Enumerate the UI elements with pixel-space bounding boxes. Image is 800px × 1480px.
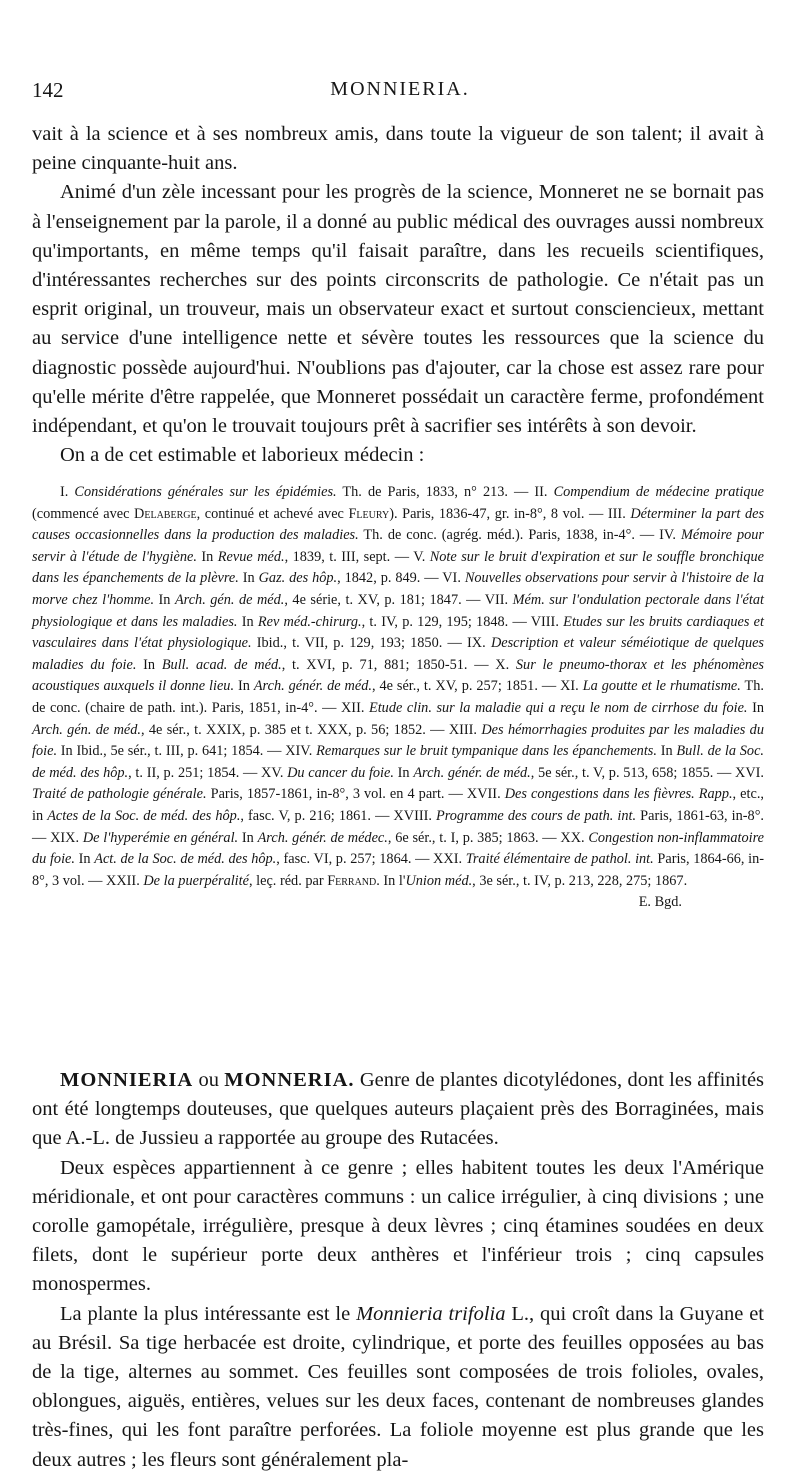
bibliography-title: Arch. gén. de méd.: [174, 591, 285, 608]
headword: MONNIERIA: [60, 1069, 194, 1091]
bibliography-text: Paris, 1857-1861, in-8°, 3 vol. en 4 part. — XVII.: [206, 786, 505, 803]
bibliography-title: Arch. génér. de méd.: [253, 678, 372, 695]
bibliography-text: Th. de Paris, 1833, n° 213. — II.: [336, 484, 554, 500]
bibliography-text: , 4e série, t. XV, p. 181; 1847. — VII.: [284, 591, 513, 608]
running-head: MONNIERIA.: [330, 78, 470, 100]
bibliography-text: , t. XVI, p. 71, 881; 1850-51. — X.: [281, 656, 516, 673]
bibliography-title: Sur le pneumo-thorax et les phénomènes acoustiques auxquels il donne lieu.: [32, 656, 764, 695]
paragraph-list-intro: On a de cet estimable et laborieux médecin :: [60, 444, 425, 467]
bibliography-text: , 3e sér., t. IV, p. 213, 228, 275; 1867.: [472, 872, 688, 889]
bibliography-title: Compendium de médecine pratique: [553, 484, 764, 500]
bibliography-title: Note sur le bruit d'expiration et sur le souffle bronchique dans les épanchements de la plèvre.: [32, 548, 764, 587]
bibliography-text: , leç. réd. par: [248, 872, 328, 889]
bibliography-text: In Ibid., 5e sér., t. III, p. 641; 1854. — XIV.: [57, 743, 317, 760]
bibliography-text: In: [136, 656, 162, 673]
bibliography-title: Nouvelles observations pour servir à l'histoire de la morve chez l'homme.: [32, 570, 764, 608]
bibliography-text: In: [656, 743, 677, 760]
bibliography-title: Mém. sur l'ondulation pectorale dans l'état physiologique et dans les maladies.: [32, 591, 764, 630]
article-monnieria: [32, 1066, 764, 1475]
bibliography-text: In: [196, 548, 218, 565]
bibliography-text: , fasc. VI, p. 257; 1864. — XXI.: [276, 851, 466, 868]
bibliography-text: Th. de conc. (agrég. méd.). Paris, 1838, in-4°. — IV.: [358, 527, 681, 544]
bibliography-text: Paris, 1864-66, in-8°, 3 vol. — XXII.: [32, 851, 764, 889]
bibliography-author: Ferrand: [327, 872, 377, 889]
bibliography-text: Th. de conc. (chaire de path. int.). Paris, 1851, in-4°. — XII.: [32, 678, 764, 716]
headword-conjunction: ou: [193, 1069, 225, 1091]
bibliography-text: In: [234, 678, 254, 695]
bibliography-text: , etc., in: [32, 786, 764, 824]
bibliography-text: , 4e sér., t. XXIX, p. 385 et t. XXX, p. 56; 1852. — XIII.: [140, 721, 482, 738]
bibliography-title: Du cancer du foie.: [287, 764, 394, 781]
page-number: 142: [32, 78, 64, 102]
paragraph-continuation: vait à la science et à ses nombreux amis, dans toute la vigueur de son talent; il avait à peine cinquante-huit ans.: [32, 123, 764, 175]
bibliography-text: , t. II, p. 251; 1854. — XV.: [128, 764, 288, 781]
biography-text: [32, 120, 764, 470]
bibliography-text: , 6e sér., t. I, p. 385; 1863. — XX.: [387, 829, 589, 846]
bibliography-title: Des hémorrhagies produites par les maladies du foie.: [32, 721, 764, 760]
bibliography-title: Revue méd.: [217, 548, 285, 565]
article-text: La plante la plus intéressante est le: [60, 1302, 357, 1325]
bibliography-text: In: [238, 570, 259, 587]
bibliography-title: Arch. génér. de méd.: [413, 764, 531, 781]
bibliography-title: Programme des cours de path. int.: [436, 807, 637, 824]
bibliography-title: Act. de la Soc. de méd. des hôp.: [94, 851, 277, 868]
bibliography-title: Bull. de la Soc. de méd. des hôp.: [32, 743, 764, 781]
bibliography-title: Congestion non-inflammatoire du foie.: [32, 829, 764, 868]
bibliography-title: Arch. génér. de médec.: [257, 829, 388, 846]
bibliography-title: Rev méd.-chirurg.: [257, 613, 362, 630]
bibliography-text: In: [154, 591, 175, 608]
bibliography-text: In: [238, 829, 258, 846]
page-header: [32, 78, 768, 110]
bibliography-title: Traité de pathologie générale.: [32, 786, 207, 803]
bibliography-title: Considérations générales sur les épidémies.: [74, 484, 337, 500]
article-text: Genre de plantes dicotylédones, dont les affinités ont été longtemps douteuses, que quelques auteurs plaçaient près des Borraginées, mais que A.-L. de Jussieu a rapportée au groupe des Rutacées.: [32, 1069, 765, 1150]
bibliography-text: I.: [60, 484, 75, 500]
bibliography-text: Paris, 1861-63, in-8°. — XIX.: [32, 807, 764, 846]
bibliography-title: Etudes sur les bruits cardiaques et vasculaires dans l'état physiologique.: [32, 613, 764, 652]
bibliography-title: Actes de la Soc. de méd. des hôp.: [47, 807, 241, 824]
headword-variant: MONNERIA.: [224, 1069, 355, 1091]
bibliography-text: , 1842, p. 849. — VI.: [337, 570, 465, 587]
bibliography-text: . In l': [376, 872, 406, 889]
bibliography-text: , t. IV, p. 129, 195; 1848. — VIII.: [361, 613, 564, 630]
author-signature: E. Bgd.: [638, 894, 682, 911]
bibliography-title: Arch. gén. de méd.: [32, 721, 141, 738]
bibliography-title: Des congestions dans les fièvres. Rapp.: [504, 786, 733, 803]
paragraph-text: Animé d'un zèle incessant pour les progrès de la science, Monneret ne se bornait pas à l'enseignement par la parole, il a donné au public médical des ouvrages aussi nombreux qu'importants, en même temps qu'il faisait paraître, dans les recueils scientifiques, d'intéressantes recherches sur des points circonscrits de pathologie. Ce n'était pas un esprit original, un trouveur, mais un observateur exact et surtout consciencieux, mettant au service d'une intelligence nette et sévère toutes les ressources que la science du diagnostic possède aujourd'hui. N'oublions pas d'ajouter, car la chose est assez rare pour qu'elle mérite d'être rappelée, que Monneret possédait un caractère ferme, profondément indépendant, et qu'on le trouvait toujours prêt à sacrifier ses intérêts à son devoir.: [32, 181, 764, 438]
bibliography-text: In: [237, 613, 258, 630]
bibliography-author: Fleury: [348, 505, 390, 522]
bibliography-text: In: [747, 699, 764, 716]
bibliography-block: [32, 482, 764, 914]
species-name: Monnieria trifolia: [356, 1302, 506, 1325]
bibliography-list: [32, 482, 764, 892]
bibliography-title: Traité élémentaire de pathol. int.: [465, 851, 654, 868]
bibliography-title: Déterminer la part des causes occasionnelles dans la production des maladies.: [32, 505, 765, 544]
article-text: L., qui croît dans la Guyane et au Brésil. Sa tige herbacée est droite, cylindrique, et porte des feuilles opposées au bas de la tige, alternes au sommet. Ces feuilles sont composées de trois folioles, ovales, oblongues, aiguës, entières, velues sur les deux faces, contenant de nombreuses glandes très-fines, qui les font paraître perforées. La foliole moyenne est plus grande que les deux autres ; les fleurs sont généralement pla-: [32, 1302, 765, 1471]
bibliography-text: , 4e sér., t. XV, p. 257; 1851. — XI.: [371, 678, 583, 695]
article-paragraph-2: Deux espèces appartiennent à ce genre ; elles habitent toutes les deux l'Amérique méridionale, et ont pour caractères communs : un calice irrégulier, à cinq divisions ; une corolle gamopétale, irrégulière, presque à deux lèvres ; cinq étamines soudées en deux filets, dont le supérieur porte deux anthères et l'inférieur trois ; cinq capsules monospermes.: [32, 1156, 764, 1296]
bibliography-text: (commencé avec: [32, 505, 135, 522]
paragraph-works-intro: [32, 178, 764, 441]
bibliography-text: ). Paris, 1836-47, gr. in-8°, 8 vol. — III.: [389, 505, 631, 522]
bibliography-title: De la puerpéralité: [143, 872, 249, 889]
bibliography-title: Description et valeur séméiotique de quelques maladies du foie.: [32, 635, 765, 673]
bibliography-text: In: [393, 764, 414, 781]
bibliography-title: Mémoire pour servir à l'étude de l'hygiène.: [32, 527, 764, 565]
article-paragraph-1: [32, 1066, 764, 1154]
article-paragraph-3: [32, 1300, 764, 1475]
bibliography-text: , continué et achevé avec: [196, 505, 349, 522]
bibliography-title: Bull. acad. de méd.: [161, 656, 282, 673]
bibliography-text: In: [74, 851, 95, 868]
bibliography-title: De l'hyperémie en général.: [82, 829, 239, 846]
bibliography-text: , fasc. V, p. 216; 1861. — XVIII.: [240, 807, 436, 824]
bibliography-text: , 1839, t. III, sept. — V.: [284, 548, 430, 565]
bibliography-author: Delaberge: [134, 505, 197, 522]
bibliography-title: Etude clin. sur la maladie qui a reçu le nom de cirrhose du foie.: [368, 699, 748, 716]
bibliography-title: Gaz. des hôp.: [258, 570, 338, 587]
bibliography-title: La goutte et le rhumatisme.: [582, 678, 741, 695]
bibliography-title: Remarques sur le bruit tympanique dans les épanchements.: [316, 743, 657, 760]
bibliography-text: , 5e sér., t. V, p. 513, 658; 1855. — XVI.: [530, 764, 765, 781]
bibliography-text: Ibid., t. VII, p. 129, 193; 1850. — IX.: [251, 635, 491, 652]
bibliography-title: Union méd.: [405, 872, 473, 889]
